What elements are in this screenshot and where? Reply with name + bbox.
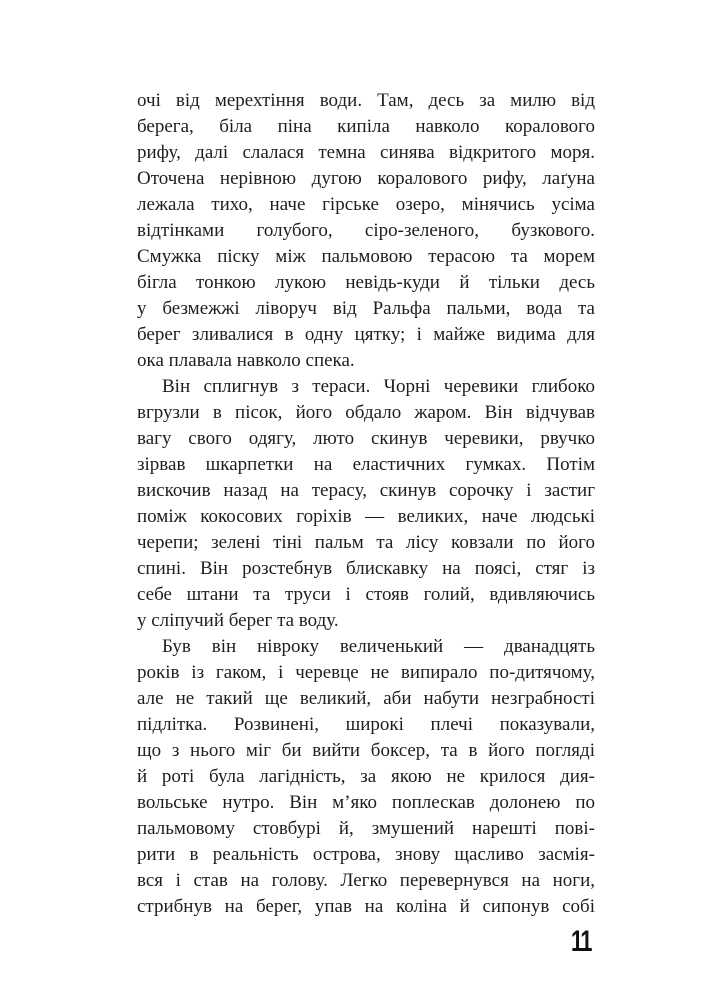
text-line: років із гаком, і черевце не випирало по-дитячому, xyxy=(137,662,595,683)
text-line: себе штани та труси і стояв голий, вдивляючись xyxy=(137,584,595,605)
text-line: Був він нівроку величенький — дванадцять xyxy=(162,636,595,657)
text-line: відтінками голубого, сіро-зеленого, бузкового. xyxy=(137,220,595,241)
text-line: але не такий ще великий, аби набути незграбності xyxy=(137,688,595,709)
text-line: спині. Він розстебнув блискавку на поясі, стяг із xyxy=(137,558,595,579)
text-line: стрибнув на берег, упав на коліна й сипонув собі xyxy=(137,896,595,917)
body-text xyxy=(137,88,595,920)
text-line: бігла тонкою лукою невідь-куди й тільки десь xyxy=(137,272,595,293)
text-line: вся і став на голову. Легко перевернувся на ноги, xyxy=(137,870,595,891)
text-line: Смужка піску між пальмовою терасою та морем xyxy=(137,246,595,267)
text-line: Він сплигнув з тераси. Чорні черевики глибоко xyxy=(162,376,595,397)
text-line: черепи; зелені тіні пальм та лісу ковзали по його xyxy=(137,532,595,553)
text-line: очі від мерехтіння води. Там, десь за милю від xyxy=(137,90,595,111)
text-line: у безмежжі ліворуч від Ральфа пальми, вода та xyxy=(137,298,595,319)
page-number: 11 xyxy=(571,925,591,958)
text-line: лежала тихо, наче гірське озеро, мінячись усіма xyxy=(137,194,595,215)
text-line: Оточена нерівною дугою коралового рифу, лаґуна xyxy=(137,168,595,189)
text-line: ока плавала навколо спека. xyxy=(137,350,355,371)
text-line: берег зливалися в одну цятку; і майже видима для xyxy=(137,324,595,345)
text-line: поміж кокосових горіхів — великих, наче людські xyxy=(137,506,595,527)
text-line: підлітка. Розвинені, широкі плечі показували, xyxy=(137,714,595,735)
text-line: рити в реальність острова, знову щасливо засмія- xyxy=(137,844,595,865)
text-line: вгрузли в пісок, його обдало жаром. Він відчував xyxy=(137,402,595,423)
text-line: й роті була лагідність, за якою не крилося дия- xyxy=(137,766,595,787)
text-line: пальмовому стовбурі й, змушений нарешті пові- xyxy=(137,818,595,839)
text-line: у сліпучий берег та воду. xyxy=(137,610,339,631)
text-line: вискочив назад на терасу, скинув сорочку і застиг xyxy=(137,480,595,501)
text-line: що з нього міг би вийти боксер, та в його погляді xyxy=(137,740,595,761)
text-line: вольське нутро. Він м’яко поплескав долонею по xyxy=(137,792,595,813)
text-line: зірвав шкарпетки на еластичних гумках. Потім xyxy=(137,454,595,475)
text-line: берега, біла піна кипіла навколо коралового xyxy=(137,116,595,137)
text-line: рифу, далі слалася темна синява відкритого моря. xyxy=(137,142,595,163)
text-line: вагу свого одягу, люто скинув черевики, рвучко xyxy=(137,428,595,449)
